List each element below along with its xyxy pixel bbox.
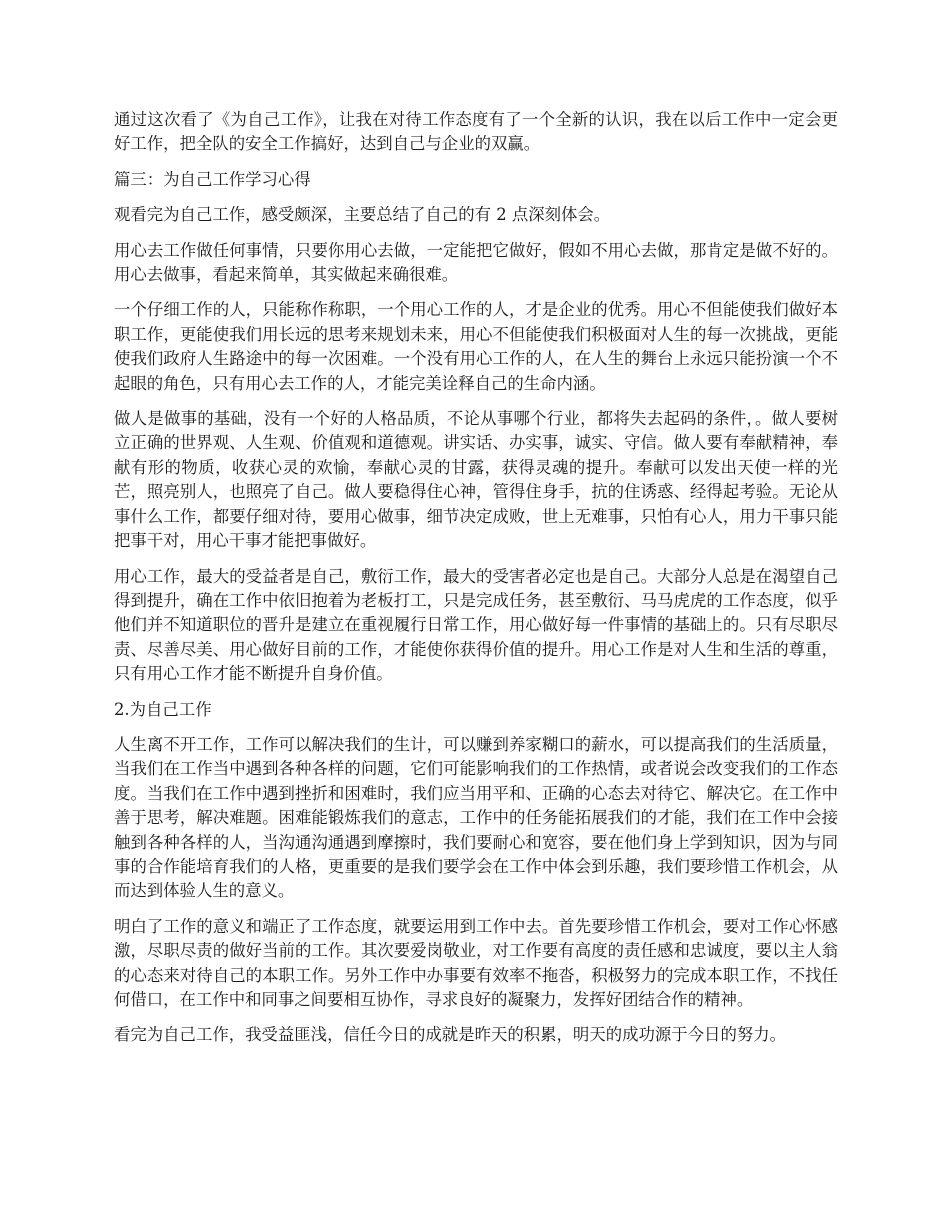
- section-heading-work-for-yourself: 2.为自己工作: [114, 699, 212, 719]
- paragraph-life-and-work: 人生离不开工作，工作可以解决我们的生计，可以赚到养家糊口的薪水，可以提高我们的生活质量，当我们在工作当中遇到各种各样的问题，它们可能影响我们的工作热情，或者说会改变我们的工作态度。当我们在工作中遇到挫折和困难时，我们应当用平和、正确的心态去对待它、解决它。在工作中善于思考，解决难题。困难能锻炼我们的意志，工作中的任务能拓展我们的才能，我们在工作中会接触到各种各样的人，当沟通沟通遇到摩擦时，我们要耐心和宽容，要在他们身上学到知识，因为与同事的合作能培育我们的人格，更重要的是我们要学会在工作中体会到乐趣，我们要珍惜工作机会，从而达到体验人生的意义。: [114, 734, 838, 901]
- paragraph-closing: 看完为自己工作，我受益匪浅，信任今日的成就是昨天的积累，明天的成功源于今日的努力。: [114, 1025, 787, 1045]
- paragraph-work-with-heart: 用心去工作做任何事情，只要你用心去做，一定能把它做好，假如不用心去做，那肯定是做不好的。用心去做事，看起来简单，其实做起来确很难。: [114, 240, 838, 285]
- paragraph-careful-vs-heart: 一个仔细工作的人，只能称作称职，一个用心工作的人，才是企业的优秀。用心不但能使我们做好本职工作，更能使我们用长远的思考来规划未来，用心不但能使我们积极面对人生的每一次挑战，更能使我们政府人生路途中的每一次困难。一个没有用心工作的人，在人生的舞台上永远只能扮演一个不起眼的角色，只有用心去工作的人，才能完美诠释自己的生命内涵。: [114, 300, 838, 393]
- paragraph-character: 做人是做事的基础，没有一个好的人格品质，不论从事哪个行业，都将失去起码的条件，。做人要树立正确的世界观、人生观、价值观和道德观。讲实话、办实事，诚实、守信。做人要有奉献精神，奉献有形的物质，收获心灵的欢愉，奉献心灵的甘露，获得灵魂的提升。奉献可以发出天使一样的光芒，照亮别人，也照亮了自己。做人要稳得住心神，管得住身手，抗的住诱惑、经得起考验。无论从事什么工作，都要仔细对待，要用心做事，细节决定成败，世上无难事，只怕有心人，用力干事只能把事干对，用心干事才能把事做好。: [114, 409, 838, 551]
- document-page: [114, 108, 838, 1059]
- paragraph-intro-conclusion: 通过这次看了《为自己工作》，让我在对待工作态度有了一个全新的认识，我在以后工作中一定会更好工作，把全队的安全工作搞好，达到自己与企业的双赢。: [114, 110, 838, 154]
- paragraph-meaning-of-work: 明白了工作的意义和端正了工作态度，就要运用到工作中去。首先要珍惜工作机会，要对工作心怀感激，尽职尽责的做好当前的工作。其次要爱岗敬业，对工作要有高度的责任感和忠诚度，要以主人翁的心态来对待自己的本职工作。另外工作中办事要有效率不拖沓，积极努力的完成本职工作，不找任何借口，在工作中和同事之间要相互协作，寻求良好的凝聚力，发挥好团结合作的精神。: [114, 916, 838, 1009]
- paragraph-summary: 观看完为自己工作，感受颇深，主要总结了自己的有 2 点深刻体会。: [114, 205, 611, 225]
- paragraph-beneficiary: 用心工作，最大的受益者是自己，敷衍工作，最大的受害者必定也是自己。大部分人总是在渴望自己得到提升，确在工作中依旧抱着为老板打工，只是完成任务，甚至敷衍、马马虎虎的工作态度，似乎他们并不知道职位的晋升是建立在重视履行日常工作，用心做好每一件事情的基础上的。只有尽职尽责、尽善尽美、用心做好目前的工作，才能使你获得价值的提升。用心工作是对人生和生活的尊重，只有用心工作才能不断提升自身价值。: [114, 566, 838, 684]
- section-heading-part-three: 篇三：为自己工作学习心得: [114, 169, 311, 189]
